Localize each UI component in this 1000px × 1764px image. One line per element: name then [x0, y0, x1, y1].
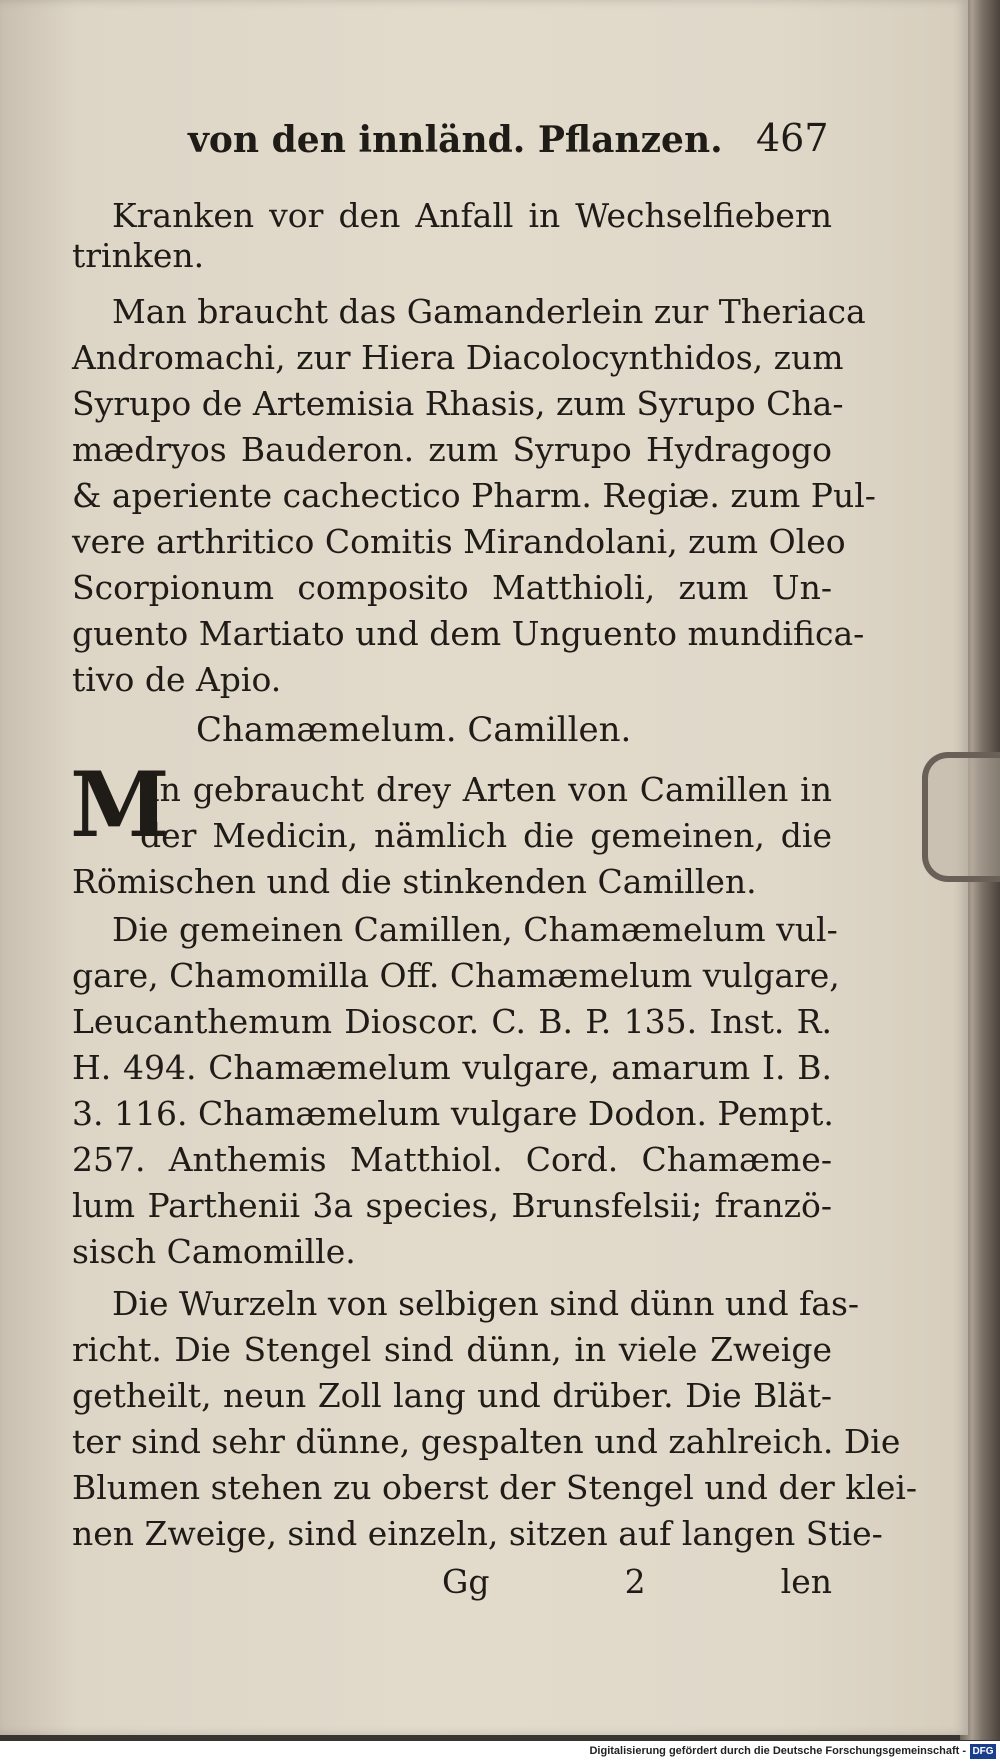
text-line: Blumen stehen zu oberst der Stengel und der klei-: [72, 1468, 918, 1507]
footer-credit: Digitalisierung gefördert durch die Deutsche Forschungsgemeinschaft -: [589, 1745, 966, 1757]
drop-capital: M: [70, 752, 170, 858]
text-line: Man braucht das Gamanderlein zur Theriaca: [112, 292, 866, 331]
text-line: trinken.: [72, 236, 205, 275]
text-line: Kranken vor den Anfall in Wechselfiebern: [112, 196, 832, 235]
text-line: H. 494. Chamæmelum vulgare, amarum I. B.: [72, 1048, 832, 1087]
text-line: sisch Camomille.: [72, 1232, 356, 1271]
book-clip: [922, 752, 1000, 882]
text-line: Leucanthemum Dioscor. C. B. P. 135. Inst. R.: [72, 1002, 832, 1041]
text-line: vere arthritico Comitis Mirandolani, zum Oleo: [72, 522, 846, 561]
text-line: der Medicin, nämlich die gemeinen, die: [140, 816, 832, 855]
text-line: guento Martiato und dem Unguento mundifica-: [72, 614, 865, 653]
text-line: Scorpionum composito Matthioli, zum Un-: [72, 568, 832, 607]
text-line: ter sind sehr dünne, gespalten und zahlreich. Die: [72, 1422, 901, 1461]
text-line: Syrupo de Artemisia Rhasis, zum Syrupo Cha-: [72, 384, 844, 423]
text-line: Andromachi, zur Hiera Diacolocynthidos, zum: [72, 338, 844, 377]
dfg-logo: DFG: [970, 1744, 996, 1759]
text-line: nen Zweige, sind einzeln, sitzen auf langen Stie-: [72, 1514, 883, 1553]
text-line: Die gemeinen Camillen, Chamæmelum vul-: [112, 910, 838, 949]
running-title: von den innländ. Pflanzen.: [188, 119, 723, 161]
text-line: getheilt, neun Zoll lang und drüber. Die Blät-: [72, 1376, 832, 1415]
page-number: 467: [756, 116, 829, 160]
signature-catchword: Gg 2 len: [442, 1562, 832, 1601]
text-line: 257. Anthemis Matthiol. Cord. Chamæme-: [72, 1140, 832, 1179]
text-line: & aperiente cachectico Pharm. Regiæ. zum Pul-: [72, 476, 876, 515]
text-line: mædryos Bauderon. zum Syrupo Hydragogo: [72, 430, 832, 469]
text-line: tivo de Apio.: [72, 660, 282, 699]
digitization-footer: [0, 1741, 1000, 1764]
text-line: lum Parthenii 3a species, Brunsfelsii; franzö-: [72, 1186, 832, 1225]
text-line: gare, Chamomilla Off. Chamæmelum vulgare,: [72, 956, 840, 995]
section-heading: Chamæmelum. Camillen.: [196, 710, 632, 750]
text-line: 3. 116. Chamæmelum vulgare Dodon. Pempt.: [72, 1094, 834, 1133]
text-line: richt. Die Stengel sind dünn, in viele Zweige: [72, 1330, 832, 1369]
text-line: an gebraucht drey Arten von Camillen in: [140, 770, 832, 809]
text-line: Die Wurzeln von selbigen sind dünn und fas-: [112, 1284, 860, 1323]
text-line: Römischen und die stinkenden Camillen.: [72, 862, 757, 901]
